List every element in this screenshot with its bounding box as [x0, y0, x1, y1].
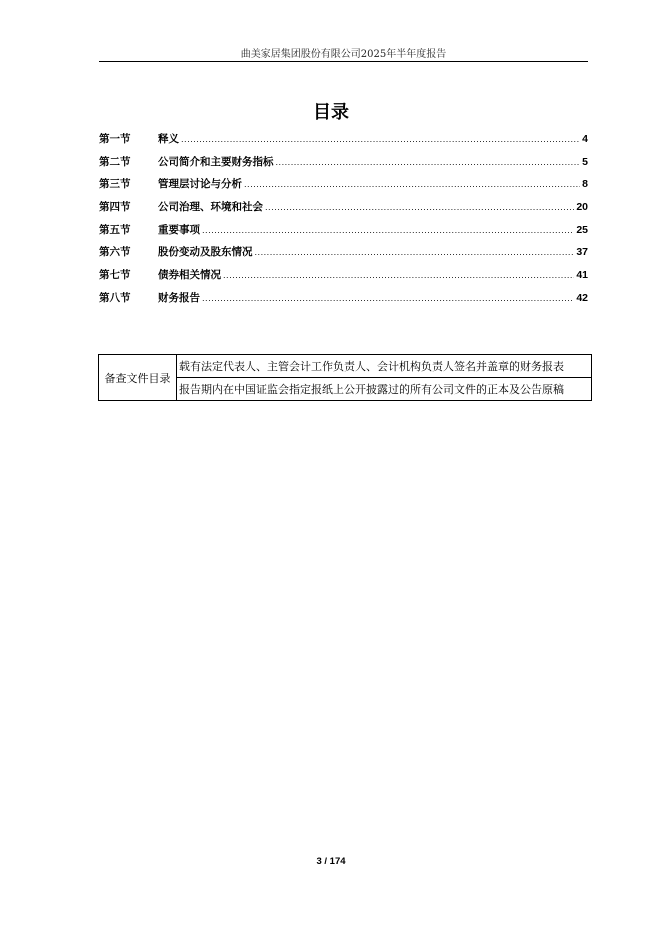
toc-page-number: 37: [576, 246, 588, 259]
toc-section-number: 第六节: [99, 246, 131, 259]
running-header: 曲美家居集团股份有限公司2025年半年度报告: [240, 49, 447, 60]
reference-item: 载有法定代表人、主管会计工作负责人、会计机构负责人签名并盖章的财务报表: [177, 355, 592, 378]
toc-entry[interactable]: [99, 154, 588, 177]
toc-section-name: 公司治理、环境和社会: [158, 201, 263, 214]
toc-entry[interactable]: [99, 199, 588, 222]
toc-section-name: 公司简介和主要财务指标: [158, 155, 274, 168]
toc-section-number: 第七节: [99, 269, 131, 282]
toc-page-number: 5: [582, 155, 588, 168]
toc-leader-dots: [244, 180, 580, 189]
toc-section-name: 财务报告: [158, 291, 200, 304]
toc-page-number: 25: [576, 223, 588, 236]
table-row: [99, 355, 592, 378]
table-of-contents: [99, 131, 588, 313]
toc-section-number: 第三节: [99, 178, 131, 191]
toc-section-number: 第四节: [99, 201, 131, 214]
reference-label: 备查文件目录: [99, 355, 177, 401]
toc-leader-dots: [223, 271, 574, 280]
toc-page-number: 4: [582, 133, 588, 145]
toc-leader-dots: [181, 135, 580, 144]
toc-section-name: 债券相关情况: [158, 269, 221, 282]
toc-section-name: 释义: [158, 133, 179, 145]
toc-leader-dots: [255, 248, 575, 257]
reference-item: 报告期内在中国证监会指定报纸上公开披露过的所有公司文件的正本及公告原稿: [177, 378, 592, 401]
toc-entry[interactable]: [99, 131, 588, 154]
header-rule: [99, 61, 588, 62]
toc-page-number: 20: [576, 201, 588, 214]
toc-section-number: 第二节: [99, 155, 131, 168]
toc-entry[interactable]: [99, 222, 588, 245]
toc-section-name: 股份变动及股东情况: [158, 246, 253, 259]
toc-entry[interactable]: [99, 244, 588, 267]
toc-section-number: 第八节: [99, 291, 131, 304]
reference-documents-table: [98, 354, 592, 401]
toc-section-name: 重要事项: [158, 223, 200, 236]
toc-leader-dots: [202, 226, 574, 235]
toc-title: 目录: [313, 102, 349, 123]
toc-leader-dots: [265, 203, 574, 212]
page-number-footer: 3 / 174: [316, 856, 346, 867]
toc-page-number: 42: [576, 291, 588, 304]
toc-section-number: 第五节: [99, 223, 131, 236]
toc-entry[interactable]: [99, 290, 588, 313]
toc-entry[interactable]: [99, 267, 588, 290]
toc-page-number: 8: [582, 178, 588, 191]
toc-section-name: 管理层讨论与分析: [158, 178, 242, 191]
toc-section-number: 第一节: [99, 133, 131, 145]
toc-entry[interactable]: [99, 176, 588, 199]
toc-leader-dots: [276, 158, 581, 167]
toc-leader-dots: [202, 294, 574, 303]
toc-page-number: 41: [576, 269, 588, 282]
